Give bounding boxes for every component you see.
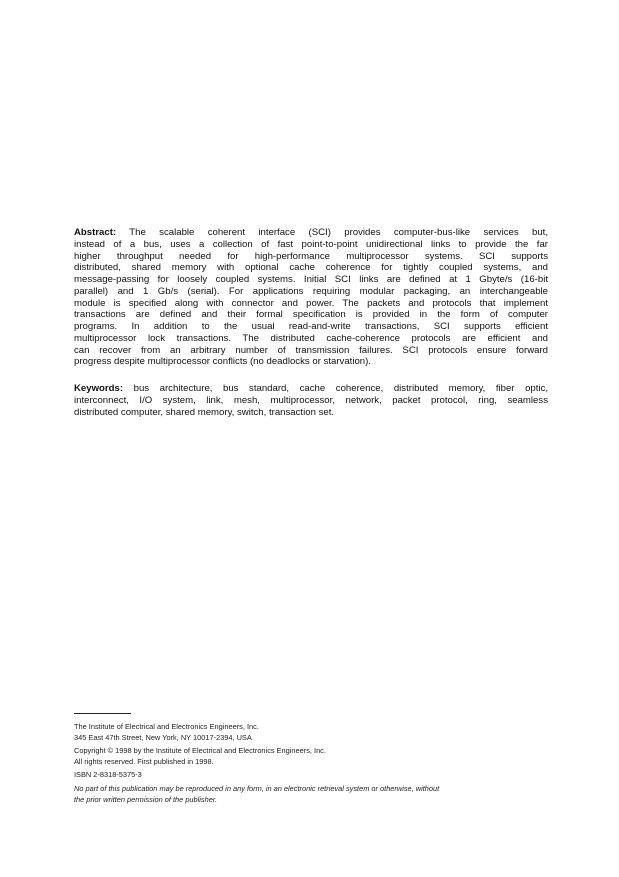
publisher-name: The Institute of Electrical and Electronics Engineers, Inc. [74, 722, 259, 731]
keywords-label: Keywords: [74, 383, 124, 394]
abstract-line: instead of a bus, uses a collection of fast point-to-point unidirectional links to provide the far [74, 238, 548, 250]
abstract-line: parallel) and 1 Gb/s (serial). For applications requiring modular packaging, an interchangeable [74, 285, 548, 297]
abstract-line: programs. In addition to the usual read-and-write transactions, SCI supports efficient [74, 321, 548, 332]
keywords-paragraph [74, 383, 548, 418]
footnote-divider [74, 713, 131, 714]
abstract-line: distributed, shared memory with optional cache coherence for tightly coupled systems, and [74, 262, 548, 274]
keywords-line: Keywords: bus architecture, bus standard, cache coherence, distributed memory, fiber optic, [74, 383, 548, 394]
reproduction-notice: No part of this publication may be reproduced in any form, in an electronic retrieval system or otherwise, without the prior written permission of the publisher. [74, 784, 440, 804]
abstract-line: can recover from an arbitrary number of transmission failures. SCI protocols ensure forward [74, 344, 548, 356]
abstract-line: higher throughput needed for high-performance multiprocessor systems. SCI supports [74, 250, 548, 262]
publisher-address: 345 East 47th Street, New York, NY 10017-2394, USA [74, 732, 252, 742]
rights-line: All rights reserved. First published in 1998. [74, 756, 214, 766]
keywords-line: interconnect, I/O system, link, mesh, multiprocessor, network, packet protocol, ring, seamless [74, 394, 548, 406]
isbn: ISBN 2-8318-5375-3 [74, 770, 142, 779]
copyright-info [74, 746, 326, 767]
abstract-line: multiprocessor lock transactions. The distributed cache-coherence protocols are efficient and [74, 332, 548, 344]
abstract-line: module is specified along with connector and power. The packets and protocols that implement [74, 297, 548, 309]
abstract-paragraph [74, 227, 548, 368]
abstract-line: progress despite multiprocessor conflicts (no deadlocks or starvation). [74, 356, 372, 368]
abstract-line: message-passing for loosely coupled systems. Initial SCI links are defined at 1 Gbyte/s (16-bit [74, 274, 548, 285]
abstract-line: Abstract: The scalable coherent interface (SCI) provides computer-bus-like services but, [74, 227, 548, 238]
publisher-info [74, 722, 259, 743]
abstract-line: transactions are defined and their formal specification is provided in the form of computer [74, 309, 548, 321]
abstract-label: Abstract: [74, 227, 117, 238]
keywords-line: distributed computer, shared memory, switch, transaction set. [74, 406, 335, 418]
copyright-line: Copyright © 1998 by the Institute of Electrical and Electronics Engineers, Inc. [74, 746, 326, 755]
